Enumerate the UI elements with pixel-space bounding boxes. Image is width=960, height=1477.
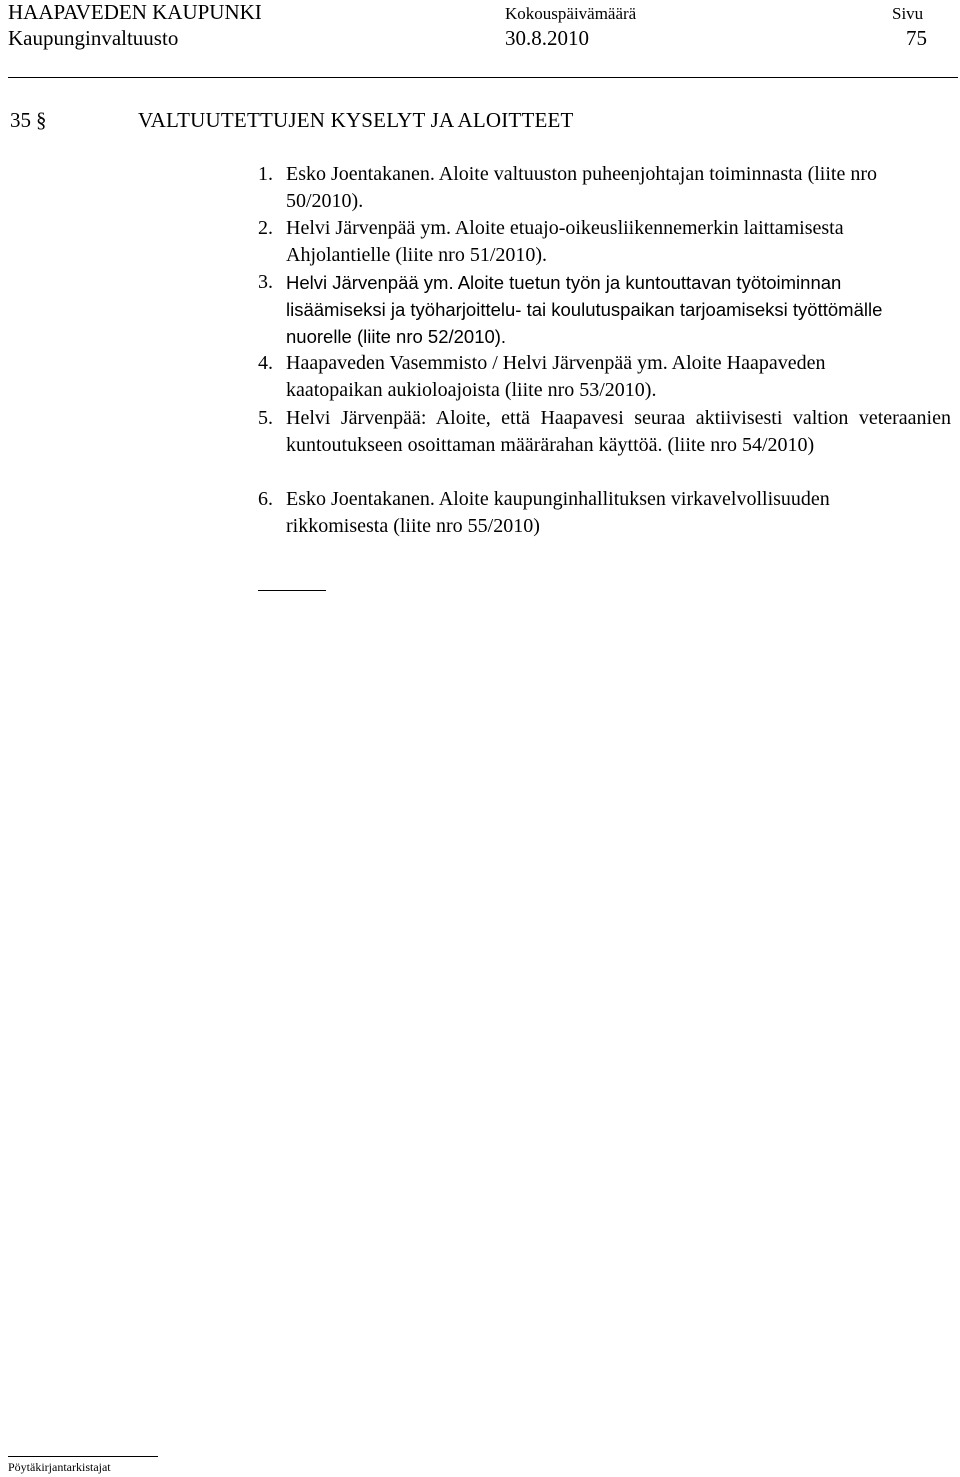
page-number: 75 bbox=[906, 26, 927, 50]
section-sign: § bbox=[36, 108, 47, 132]
item-text: Helvi Järvenpää: Aloite, että Haapavesi seuraa aktiivisesti valtion veteraanien kuntoutukseen osoittaman määrärahan käyttöä. (liite nro 54/2010) bbox=[286, 407, 951, 456]
item-number: 3. bbox=[258, 271, 273, 293]
header-divider bbox=[8, 77, 958, 78]
org-name: HAAPAVEDEN KAUPUNKI bbox=[8, 0, 262, 24]
section-number: 35 bbox=[10, 108, 31, 132]
item-number: 6. bbox=[258, 488, 273, 510]
end-rule bbox=[258, 590, 326, 591]
item-text: Esko Joentakanen. Aloite valtuuston puheenjohtajan toiminnasta (liite nro 50/2010). bbox=[286, 163, 877, 212]
item-text: Haapaveden Vasemmisto / Helvi Järvenpää ym. Aloite Haapaveden kaatopaikan aukioloajoista (liite nro 53/2010). bbox=[286, 352, 826, 401]
section-title: VALTUUTETTUJEN KYSELYT JA ALOITTEET bbox=[138, 108, 574, 132]
item-number: 5. bbox=[258, 407, 273, 429]
footer-label: Pöytäkirjantarkistajat bbox=[8, 1460, 111, 1474]
item-text: Helvi Järvenpää ym. Aloite etuajo-oikeusliikennemerkin laittamisesta Ahjolantielle (liite nro 51/2010). bbox=[286, 217, 844, 266]
item-number: 1. bbox=[258, 163, 273, 185]
item-text: Esko Joentakanen. Aloite kaupunginhallituksen virkavelvollisuuden rikkomisesta (liite nro 55/2010) bbox=[286, 488, 830, 537]
item-text: Helvi Järvenpää ym. Aloite tuetun työn ja kuntouttavan työtoiminnan lisäämiseksi ja työharjoittelu- tai koulutuspaikan tarjoamiseksi työttömälle nuorelle (liite nro 52/2010). bbox=[286, 272, 883, 347]
page-label: Sivu bbox=[892, 4, 924, 23]
council-name: Kaupunginvaltuusto bbox=[8, 26, 179, 50]
date-label: Kokouspäivämäärä bbox=[505, 4, 637, 23]
item-number: 4. bbox=[258, 352, 273, 374]
meeting-date: 30.8.2010 bbox=[505, 26, 589, 50]
item-number: 2. bbox=[258, 217, 273, 239]
footer-divider bbox=[8, 1456, 158, 1457]
